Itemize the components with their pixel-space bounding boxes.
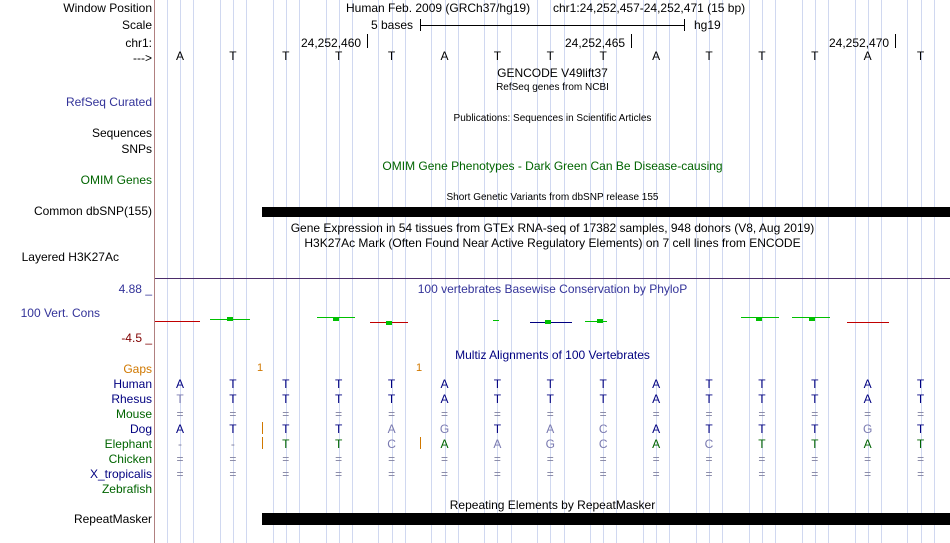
phylop-top-line: [155, 278, 950, 279]
alignment-base: =: [758, 467, 766, 481]
multiz-title[interactable]: Multiz Alignments of 100 Vertebrates: [455, 348, 650, 362]
alignment-base: A: [652, 377, 661, 391]
alignment-base: T: [599, 377, 607, 391]
alignment-base: =: [493, 467, 501, 481]
alignment-base: T: [335, 392, 343, 406]
base-letter: T: [546, 49, 554, 63]
alignment-base: T: [758, 392, 766, 406]
alignment-base: =: [546, 467, 554, 481]
publications-title[interactable]: Publications: Sequences in Scientific Articles: [453, 113, 652, 124]
coord-1: 24,252,460: [301, 36, 362, 50]
phylop-value-mark: [585, 321, 607, 322]
layered-h3k27ac-label[interactable]: Layered H3K27Ac: [21, 250, 119, 264]
alignment-base: =: [282, 467, 290, 481]
alignment-base: A: [175, 422, 184, 436]
alignment-base: =: [229, 407, 237, 421]
track-labels: [0, 0, 155, 543]
phylop-peak: [597, 319, 603, 323]
alignment-base: T: [916, 392, 925, 406]
alignment-base: =: [917, 467, 925, 481]
phylop-peak: [756, 317, 762, 321]
chrom-label: chr1:: [125, 36, 152, 50]
common-dbsnp-label[interactable]: Common dbSNP(155): [33, 204, 152, 218]
alignment-base: T: [705, 422, 713, 436]
alignment-base: C: [704, 437, 714, 451]
omim-genes-label[interactable]: OMIM Genes: [80, 173, 152, 187]
alignment-base: =: [493, 452, 501, 466]
base-letter: T: [335, 49, 343, 63]
phylop-peak: [333, 317, 339, 321]
base-letter: T: [916, 49, 925, 63]
alignment-base: A: [440, 437, 449, 451]
alignment-base: =: [440, 452, 448, 466]
alignment-base: T: [282, 377, 290, 391]
alignment-base: A: [863, 392, 872, 406]
base-letter: T: [493, 49, 502, 63]
alignment-base: =: [705, 452, 713, 466]
vert-cons-label[interactable]: 100 Vert. Cons: [20, 306, 100, 320]
alignment-base: -: [230, 437, 235, 451]
base-letter: T: [705, 49, 713, 63]
coord-3-tick: [895, 34, 896, 48]
phylop-title[interactable]: 100 vertebrates Basewise Conservation by PhyloP: [417, 282, 688, 296]
alignment-base: =: [546, 407, 554, 421]
alignment-base: =: [864, 467, 872, 481]
base-letter: T: [282, 49, 290, 63]
alignment-base: =: [864, 452, 872, 466]
base-letter: T: [758, 49, 766, 63]
window-position-text: chr1:24,252,457-24,252,471 (15 bp): [553, 1, 746, 15]
alignment-base: T: [229, 422, 237, 436]
alignment-base: =: [335, 407, 343, 421]
alignment-base: =: [652, 467, 660, 481]
alignment-base: T: [546, 377, 554, 391]
gaps-label[interactable]: Gaps: [123, 362, 152, 376]
phylop-peak: [809, 317, 815, 321]
scale-bar-right-tick: [684, 19, 685, 31]
alignment-base: =: [176, 452, 184, 466]
alignment-base: T: [811, 422, 819, 436]
phylop-peak: [227, 317, 233, 321]
base-letter: A: [175, 49, 184, 63]
alignment-base: G: [545, 437, 555, 451]
alignment-base: T: [282, 422, 290, 436]
species-label[interactable]: X_tropicalis: [89, 467, 152, 481]
coord-1-tick: [367, 34, 368, 48]
phylop-value-mark: [155, 321, 200, 322]
alignment-base: =: [282, 407, 290, 421]
phylop-value-mark: [847, 322, 889, 323]
species-label[interactable]: Human: [113, 377, 152, 391]
refseq-title[interactable]: RefSeq genes from NCBI: [496, 82, 609, 93]
phylop-max-label: 4.88 _: [118, 282, 152, 296]
alignment-base: T: [176, 392, 184, 406]
alignment-base: =: [388, 467, 396, 481]
alignment-base: =: [229, 467, 237, 481]
base-letter: T: [229, 49, 237, 63]
species-label[interactable]: Elephant: [104, 437, 152, 451]
alignment-base: T: [811, 437, 819, 451]
alignment-base: T: [493, 377, 502, 391]
alignment-base: A: [863, 437, 872, 451]
alignment-base: =: [599, 467, 607, 481]
base-letter: T: [811, 49, 819, 63]
alignment-base: =: [176, 467, 184, 481]
dbsnp-feature-bar[interactable]: [262, 207, 950, 217]
alignment-base: =: [440, 467, 448, 481]
phylop-min-label: -4.5 _: [121, 331, 152, 345]
alignment-base: A: [440, 392, 449, 406]
scale-text: 5 bases: [371, 18, 414, 32]
alignment-base: =: [599, 452, 607, 466]
phylop-value-mark: [493, 320, 499, 321]
alignment-gap-marker: [262, 422, 263, 434]
base-letter: A: [440, 49, 449, 63]
alignment-gap-marker: [420, 437, 421, 449]
alignment-base: G: [863, 422, 873, 436]
alignment-base: T: [916, 377, 925, 391]
snps-label[interactable]: SNPs: [121, 142, 152, 156]
alignment-base: T: [758, 437, 766, 451]
coord-2: 24,252,465: [565, 36, 626, 50]
alignment-base: T: [705, 377, 713, 391]
alignment-base: T: [387, 377, 396, 391]
alignment-base: T: [811, 392, 819, 406]
alignment-base: T: [335, 437, 343, 451]
alignment-base: T: [546, 392, 554, 406]
species-label[interactable]: Rhesus: [111, 392, 152, 406]
base-letter: A: [863, 49, 872, 63]
alignment-base: T: [229, 392, 237, 406]
assembly-title: Human Feb. 2009 (GRCh37/hg19): [346, 1, 531, 15]
alignment-base: T: [335, 422, 343, 436]
refseq-curated-label[interactable]: RefSeq Curated: [65, 95, 152, 109]
alignment-base: T: [387, 392, 396, 406]
alignment-base: A: [493, 437, 502, 451]
alignment-base: =: [705, 467, 713, 481]
alignment-base: =: [758, 452, 766, 466]
alignment-base: =: [546, 452, 554, 466]
alignment-base: T: [705, 392, 713, 406]
alignment-base: T: [335, 377, 343, 391]
alignment-base: -: [178, 437, 182, 451]
alignment-base: C: [598, 422, 608, 436]
alignment-base: T: [758, 377, 766, 391]
alignment-base: =: [388, 452, 396, 466]
omim-title[interactable]: OMIM Gene Phenotypes - Dark Green Can Be Disease-causing: [382, 159, 723, 173]
species-label[interactable]: Zebrafish: [101, 482, 152, 496]
alignment-base: =: [335, 467, 343, 481]
coord-3: 24,252,470: [829, 36, 890, 50]
alignment-base: =: [599, 407, 607, 421]
db-name: hg19: [694, 18, 721, 32]
alignment-base: T: [282, 392, 290, 406]
alignment-base: =: [917, 452, 925, 466]
dbsnp-title[interactable]: Short Genetic Variants from dbSNP release 155: [446, 192, 659, 203]
phylop-peak: [386, 321, 392, 325]
alignment-base: T: [599, 392, 607, 406]
alignment-base: T: [811, 377, 819, 391]
alignment-base: =: [282, 452, 290, 466]
alignment-base: G: [439, 422, 450, 436]
repeatmasker-title[interactable]: Repeating Elements by RepeatMasker: [449, 498, 656, 512]
scale-bar-left-tick: [420, 19, 421, 31]
scale-label: Scale: [121, 18, 152, 32]
alignment-base: =: [652, 407, 660, 421]
alignment-base: A: [175, 377, 184, 391]
alignment-base: C: [598, 437, 608, 451]
alignment-base: =: [335, 452, 343, 466]
strand-arrow-label[interactable]: --->: [133, 51, 152, 65]
alignment-base: =: [864, 407, 872, 421]
gap-mark-2: 1: [416, 362, 423, 374]
alignment-base: A: [652, 422, 661, 436]
alignment-base: =: [176, 407, 184, 421]
alignment-base: T: [758, 422, 766, 436]
alignment-base: T: [493, 422, 502, 436]
alignment-base: =: [652, 452, 660, 466]
alignment-base: T: [916, 422, 925, 436]
alignment-base: A: [652, 437, 661, 451]
alignment-base: A: [387, 422, 396, 436]
alignment-base: =: [493, 407, 501, 421]
repeatmasker-label[interactable]: RepeatMasker: [73, 512, 152, 526]
alignment-base: C: [387, 437, 396, 451]
alignment-base: T: [916, 437, 925, 451]
alignment-base: =: [758, 407, 766, 421]
alignment-base: T: [229, 377, 237, 391]
track-image[interactable]: [155, 0, 950, 543]
species-label[interactable]: Dog: [129, 422, 152, 436]
alignment-base: A: [546, 422, 555, 436]
alignment-base: =: [440, 407, 448, 421]
species-label[interactable]: Chicken: [108, 452, 152, 466]
alignment-base: =: [811, 452, 819, 466]
h3k27ac-title[interactable]: H3K27Ac Mark (Often Found Near Active Regulatory Elements) on 7 cell lines from ENCODE: [304, 236, 801, 250]
alignment-base: A: [863, 377, 872, 391]
gencode-title[interactable]: GENCODE V49lift37: [497, 66, 608, 80]
phylop-peak: [545, 320, 551, 324]
window-position-label: Window Position: [63, 1, 152, 15]
species-label[interactable]: Mouse: [115, 407, 152, 421]
alignment-base: =: [229, 452, 237, 466]
alignment-base: =: [917, 407, 925, 421]
alignment-gap-marker: [262, 437, 263, 449]
base-letter: T: [387, 49, 396, 63]
alignment-base: A: [652, 392, 661, 406]
alignment-base: =: [811, 407, 819, 421]
scale-bar: [420, 25, 685, 26]
alignment-base: T: [493, 392, 502, 406]
repeatmasker-feature-bar[interactable]: [262, 513, 950, 525]
base-letter: T: [599, 49, 607, 63]
alignment-base: T: [282, 437, 290, 451]
base-letter: A: [652, 49, 661, 63]
alignment-base: =: [388, 407, 396, 421]
phylop-graph[interactable]: [155, 312, 950, 332]
gtex-title[interactable]: Gene Expression in 54 tissues from GTEx RNA-seq of 17382 samples, 948 donors (V8, Aug 2019): [290, 221, 815, 235]
alignment-base: =: [811, 467, 819, 481]
sequences-label[interactable]: Sequences: [91, 126, 152, 140]
coord-2-tick: [631, 34, 632, 48]
alignment-base: =: [705, 407, 713, 421]
gap-mark-1: 1: [257, 362, 264, 374]
alignment-base: A: [440, 377, 449, 391]
